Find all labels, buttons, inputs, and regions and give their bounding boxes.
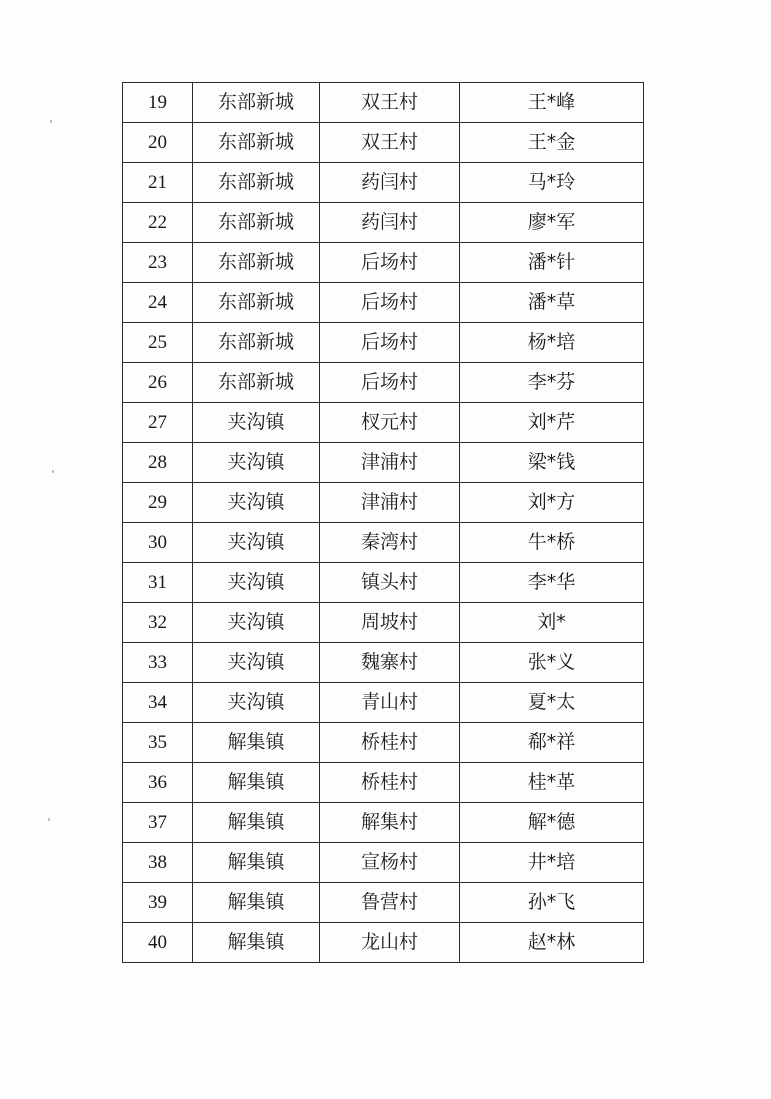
person-name-cell: 潘*草 — [460, 283, 644, 323]
town-cell: 解集镇 — [193, 803, 320, 843]
table-row — [123, 83, 644, 123]
village-cell: 双王村 — [320, 123, 460, 163]
town-cell: 东部新城 — [193, 83, 320, 123]
row-number-cell: 23 — [123, 243, 193, 283]
row-number-cell: 39 — [123, 883, 193, 923]
town-cell: 东部新城 — [193, 163, 320, 203]
table-row — [123, 803, 644, 843]
row-number-cell: 20 — [123, 123, 193, 163]
table-row — [123, 643, 644, 683]
table-row — [123, 483, 644, 523]
scan-speck — [50, 120, 52, 123]
table-row — [123, 443, 644, 483]
row-number-cell: 40 — [123, 923, 193, 963]
table-row — [123, 283, 644, 323]
scan-speck — [48, 818, 50, 821]
person-name-cell: 赵*林 — [460, 923, 644, 963]
row-number-cell: 31 — [123, 563, 193, 603]
village-cell: 解集村 — [320, 803, 460, 843]
row-number-cell: 21 — [123, 163, 193, 203]
row-number-cell: 26 — [123, 363, 193, 403]
town-cell: 夹沟镇 — [193, 523, 320, 563]
town-cell: 解集镇 — [193, 843, 320, 883]
person-name-cell: 刘*芹 — [460, 403, 644, 443]
table-row — [123, 683, 644, 723]
table-row — [123, 603, 644, 643]
person-name-cell: 郗*祥 — [460, 723, 644, 763]
village-cell: 秦湾村 — [320, 523, 460, 563]
table-row — [123, 203, 644, 243]
row-number-cell: 24 — [123, 283, 193, 323]
town-cell: 东部新城 — [193, 243, 320, 283]
table-row — [123, 563, 644, 603]
town-cell: 东部新城 — [193, 283, 320, 323]
village-cell: 龙山村 — [320, 923, 460, 963]
row-number-cell: 34 — [123, 683, 193, 723]
village-cell: 后场村 — [320, 243, 460, 283]
row-number-cell: 35 — [123, 723, 193, 763]
row-number-cell: 37 — [123, 803, 193, 843]
town-cell: 夹沟镇 — [193, 683, 320, 723]
town-cell: 解集镇 — [193, 763, 320, 803]
village-cell: 后场村 — [320, 323, 460, 363]
town-cell: 解集镇 — [193, 883, 320, 923]
row-number-cell: 25 — [123, 323, 193, 363]
town-cell: 东部新城 — [193, 123, 320, 163]
row-number-cell: 32 — [123, 603, 193, 643]
village-cell: 药闫村 — [320, 203, 460, 243]
village-cell: 后场村 — [320, 283, 460, 323]
row-number-cell: 33 — [123, 643, 193, 683]
table-row — [123, 523, 644, 563]
table-row — [123, 323, 644, 363]
row-number-cell: 28 — [123, 443, 193, 483]
town-cell: 夹沟镇 — [193, 563, 320, 603]
table-row — [123, 363, 644, 403]
village-cell: 双王村 — [320, 83, 460, 123]
town-cell: 夹沟镇 — [193, 603, 320, 643]
table-row — [123, 163, 644, 203]
village-cell: 津浦村 — [320, 443, 460, 483]
person-name-cell: 马*玲 — [460, 163, 644, 203]
village-cell: 药闫村 — [320, 163, 460, 203]
person-name-cell: 王*峰 — [460, 83, 644, 123]
town-cell: 夹沟镇 — [193, 443, 320, 483]
town-cell: 东部新城 — [193, 363, 320, 403]
town-cell: 解集镇 — [193, 723, 320, 763]
town-cell: 夹沟镇 — [193, 483, 320, 523]
row-number-cell: 19 — [123, 83, 193, 123]
table-row — [123, 763, 644, 803]
table-row — [123, 123, 644, 163]
roster-table — [122, 82, 644, 963]
person-name-cell: 井*培 — [460, 843, 644, 883]
person-name-cell: 牛*桥 — [460, 523, 644, 563]
row-number-cell: 27 — [123, 403, 193, 443]
table-row — [123, 403, 644, 443]
person-name-cell: 廖*军 — [460, 203, 644, 243]
village-cell: 青山村 — [320, 683, 460, 723]
person-name-cell: 刘*方 — [460, 483, 644, 523]
village-cell: 周坡村 — [320, 603, 460, 643]
row-number-cell: 36 — [123, 763, 193, 803]
person-name-cell: 杨*培 — [460, 323, 644, 363]
scan-speck — [52, 470, 54, 473]
table-row — [123, 243, 644, 283]
town-cell: 东部新城 — [193, 203, 320, 243]
town-cell: 夹沟镇 — [193, 643, 320, 683]
village-cell: 魏寨村 — [320, 643, 460, 683]
village-cell: 津浦村 — [320, 483, 460, 523]
village-cell: 镇头村 — [320, 563, 460, 603]
roster-body — [123, 83, 644, 963]
table-row — [123, 723, 644, 763]
village-cell: 鲁营村 — [320, 883, 460, 923]
row-number-cell: 38 — [123, 843, 193, 883]
row-number-cell: 29 — [123, 483, 193, 523]
table-row — [123, 843, 644, 883]
person-name-cell: 李*华 — [460, 563, 644, 603]
person-name-cell: 潘*针 — [460, 243, 644, 283]
row-number-cell: 22 — [123, 203, 193, 243]
town-cell: 夹沟镇 — [193, 403, 320, 443]
person-name-cell: 王*金 — [460, 123, 644, 163]
person-name-cell: 桂*革 — [460, 763, 644, 803]
row-number-cell: 30 — [123, 523, 193, 563]
person-name-cell: 梁*钱 — [460, 443, 644, 483]
village-cell: 桥桂村 — [320, 723, 460, 763]
person-name-cell: 解*德 — [460, 803, 644, 843]
person-name-cell: 夏*太 — [460, 683, 644, 723]
table-row — [123, 883, 644, 923]
town-cell: 东部新城 — [193, 323, 320, 363]
person-name-cell: 刘* — [460, 603, 644, 643]
person-name-cell: 孙*飞 — [460, 883, 644, 923]
village-cell: 宣杨村 — [320, 843, 460, 883]
table-row — [123, 923, 644, 963]
town-cell: 解集镇 — [193, 923, 320, 963]
person-name-cell: 李*芬 — [460, 363, 644, 403]
village-cell: 杈元村 — [320, 403, 460, 443]
person-name-cell: 张*义 — [460, 643, 644, 683]
village-cell: 后场村 — [320, 363, 460, 403]
village-cell: 桥桂村 — [320, 763, 460, 803]
